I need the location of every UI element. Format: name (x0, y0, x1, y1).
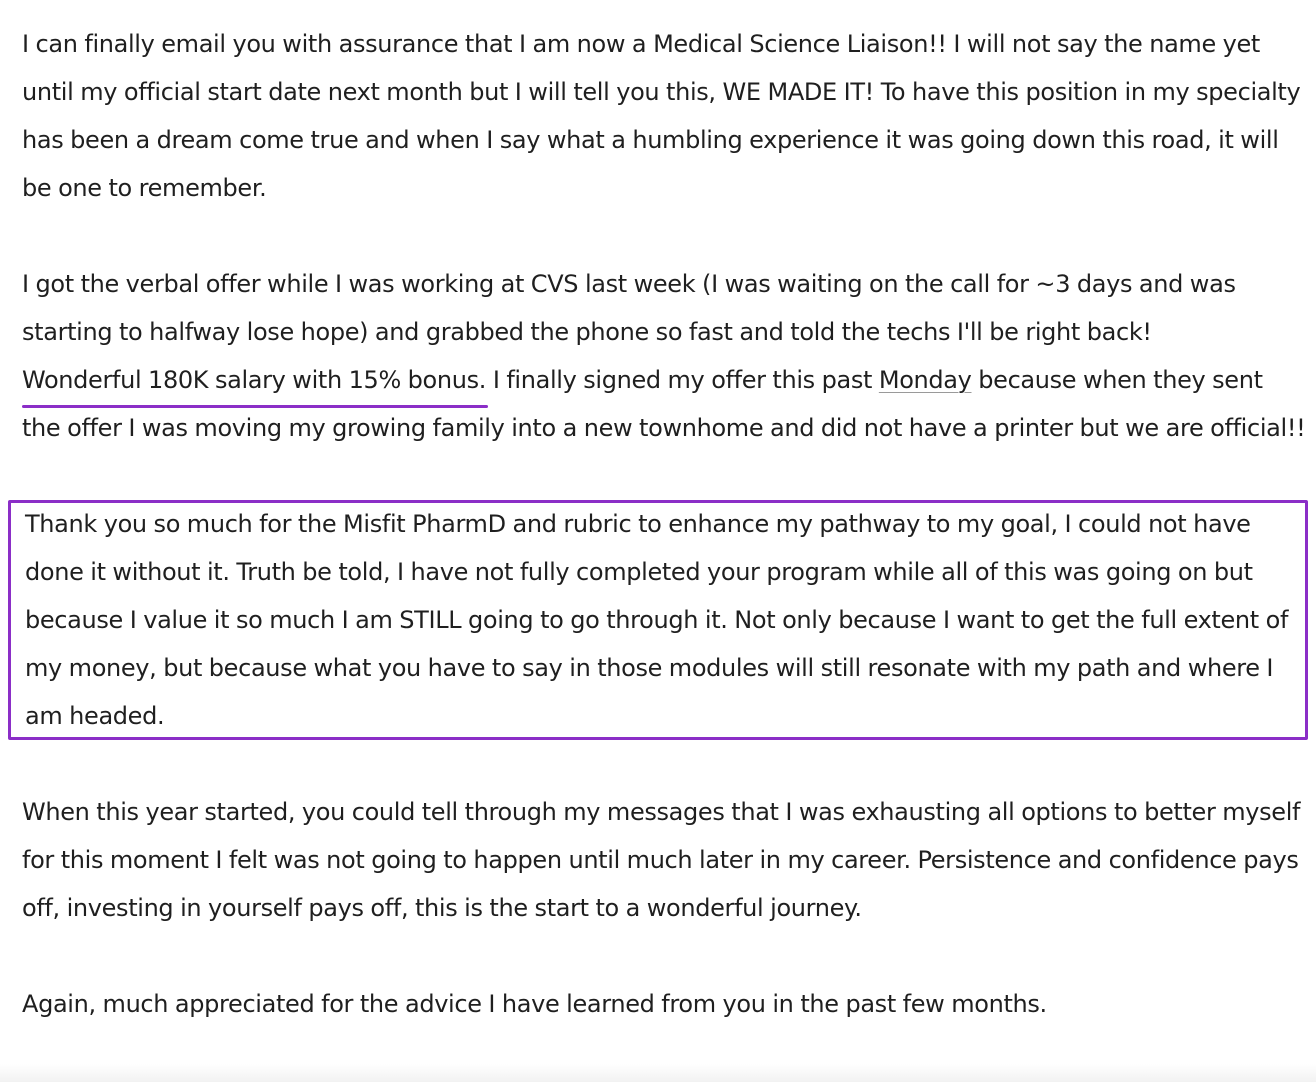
paragraph-gap (22, 452, 1306, 500)
paragraph-gap (22, 212, 1306, 260)
paragraph-thanks: Thank you so much for the Misfit PharmD and rubric to enhance my pathway to my goal, I could not have done it without it. Truth be told, I have not fully completed your program while all of this was going on but because I value it so much I am STILL going to go through it. Not only because I want to get the full extent of my money, but because what you have to say in those modules will still resonate with my path and where I am headed. (25, 510, 1289, 730)
paragraph-closing: Again, much appreciated for the advice I have learned from you in the past few months. (22, 990, 1047, 1018)
paragraph-gap (22, 932, 1306, 980)
monday-date-link[interactable]: Monday (878, 366, 972, 394)
paragraph-announcement: I can finally email you with assurance that I am now a Medical Science Liaison!! I will not say the name yet until my official start date next month but I will tell you this, WE MADE IT! To have this position in my specialty has been a dream come true and when I say what a humbling experience it was going down this road, it will be one to remember. (22, 30, 1301, 202)
bottom-fade (0, 1064, 1316, 1082)
paragraph-offer (22, 260, 1306, 452)
paragraph-reflection: When this year started, you could tell through my messages that I was exhausting all options to better myself for this moment I felt was not going to happen until much later in my career. Persistence and confidence pays off, investing in yourself pays off, this is the start to a wonderful journey. (22, 798, 1301, 922)
offer-text-middle: I finally signed my offer this past (486, 366, 879, 394)
highlighted-testimonial-box (8, 500, 1308, 740)
paragraph-gap (22, 740, 1306, 788)
salary-highlight: Wonderful 180K salary with 15% bonus. (22, 356, 486, 404)
email-body (22, 20, 1306, 1028)
offer-text-end: because when they sent the offer I was moving my growing family into a new townhome and did not have a printer but we are official!! (22, 366, 1306, 442)
offer-text-start: I got the verbal offer while I was working at CVS last week (I was waiting on the call for ~3 days and was starting to halfway lose hope) and grabbed the phone so fast and told the techs I'll be right back! (22, 270, 1236, 346)
